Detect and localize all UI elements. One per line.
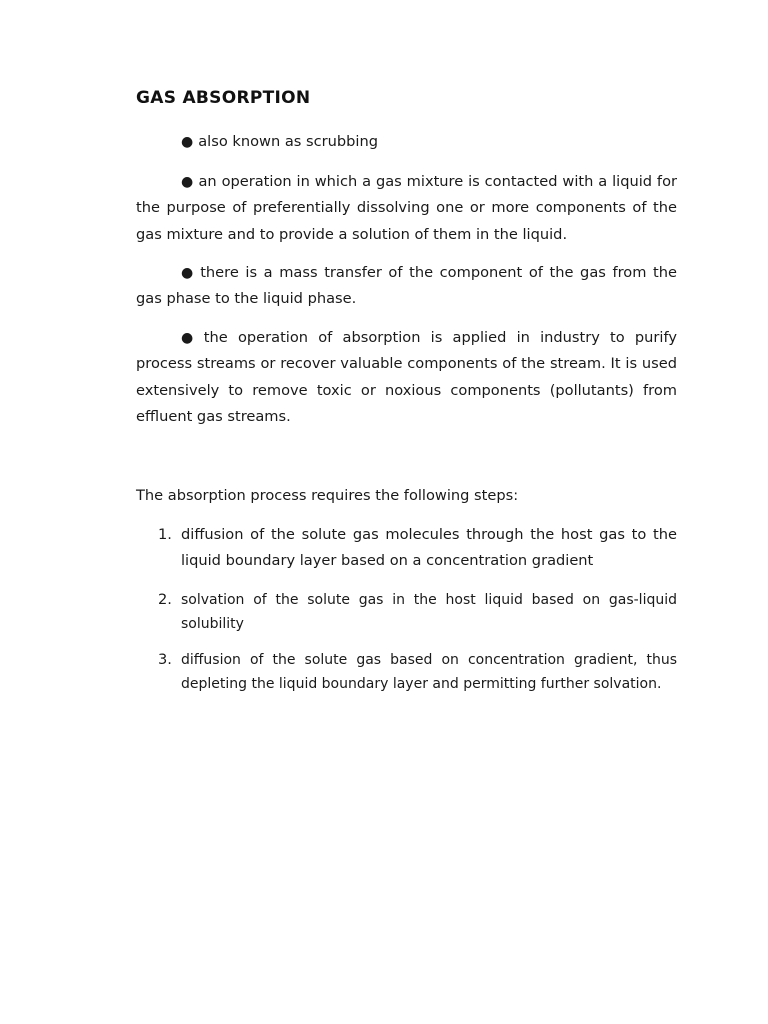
- list-item-number: 1.: [158, 526, 172, 543]
- bullet-paragraph: [136, 260, 677, 313]
- list-item-text: diffusion of the solute gas based on concentration gradient, thus depleting the liquid boundary layer and permitting further solvation.: [181, 652, 677, 692]
- page-title: GAS ABSORPTION: [136, 88, 311, 108]
- list-item-text: solvation of the solute gas in the host liquid based on gas-liquid solubility: [181, 592, 677, 632]
- list-item-number: 3.: [158, 651, 172, 668]
- bullet-icon: ●: [181, 330, 199, 346]
- steps-intro: The absorption process requires the following steps:: [136, 487, 519, 504]
- bullet-paragraph: [136, 325, 677, 430]
- bullet-paragraph: [136, 169, 677, 248]
- bullet-text: the operation of absorption is applied in industry to purify process streams or recover valuable components of the stream. It is used extensively to remove toxic or noxious components (pollutants) from effluent gas streams.: [136, 329, 678, 425]
- bullet-icon: ●: [181, 134, 194, 150]
- bullet-text: an operation in which a gas mixture is contacted with a liquid for the purpose of preferentially dissolving one or more components of the gas mixture and to provide a solution of them in the liquid.: [136, 173, 678, 243]
- bullet-text: there is a mass transfer of the component of the gas from the gas phase to the liquid phase.: [136, 264, 677, 308]
- bullet-text: also known as scrubbing: [198, 133, 378, 150]
- list-item-text: diffusion of the solute gas molecules through the host gas to the liquid boundary layer based on a concentration gradient: [181, 526, 677, 570]
- bullet-icon: ●: [181, 265, 196, 281]
- list-item-number: 2.: [158, 591, 172, 608]
- bullet-icon: ●: [181, 174, 194, 190]
- bullet-paragraph: [136, 129, 677, 155]
